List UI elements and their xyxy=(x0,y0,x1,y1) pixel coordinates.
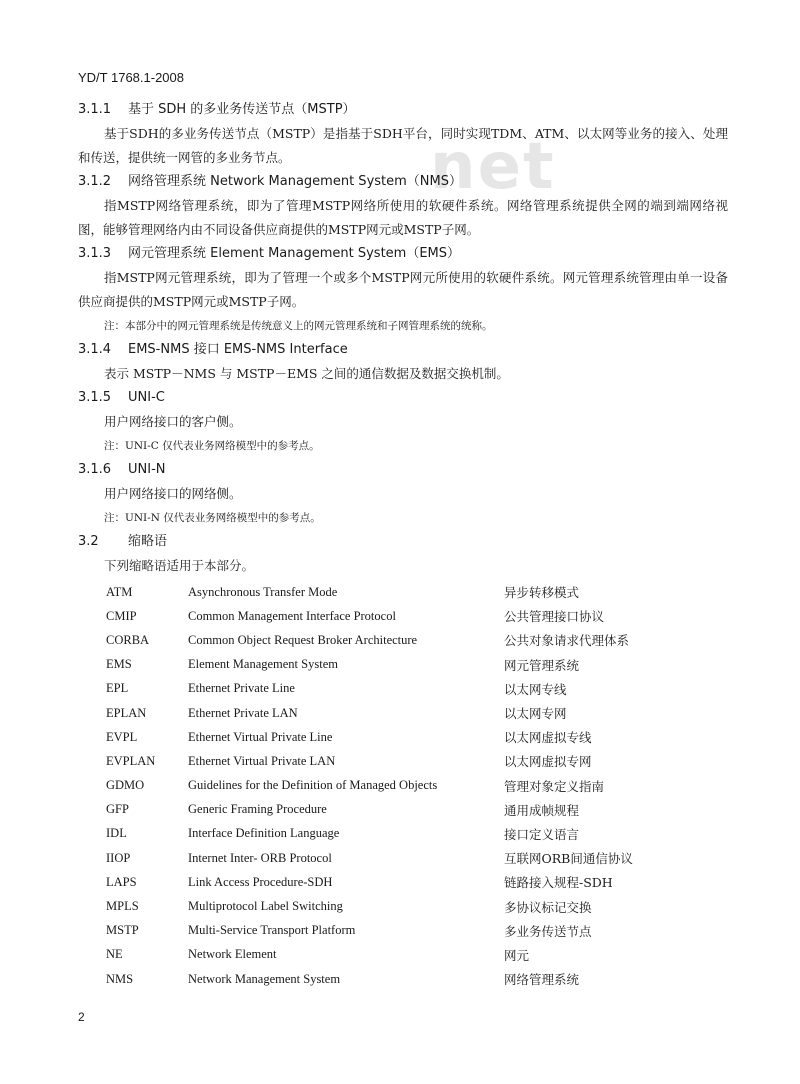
paragraph: 下列缩略语适用于本部分。 xyxy=(104,558,255,573)
full-term-cell: Network Element xyxy=(188,947,277,962)
full-term-cell: Multiprotocol Label Switching xyxy=(188,899,343,914)
section-heading xyxy=(78,530,728,554)
section-title: 缩略语 xyxy=(128,534,168,549)
page-content xyxy=(78,98,728,991)
abbreviation-cell: EPL xyxy=(106,681,129,696)
chinese-term-cell: 公共管理接口协议 xyxy=(504,609,605,625)
page-number: 2 xyxy=(78,1010,85,1024)
note: 注：UNI-N 仅代表业务网络模型中的参考点。 xyxy=(104,512,321,524)
table-row xyxy=(106,628,684,652)
abbreviation-cell: EPLAN xyxy=(106,705,147,720)
paragraph: 用户网络接口的客户侧。 xyxy=(104,414,242,429)
abbreviation-cell: LAPS xyxy=(106,874,137,889)
note: 注：UNI-C 仅代表业务网络模型中的参考点。 xyxy=(104,440,320,452)
section-heading xyxy=(78,458,728,482)
abbreviation-cell: GDMO xyxy=(106,778,145,793)
section-number: 3.1.5 xyxy=(78,390,112,405)
table-row xyxy=(106,701,684,725)
abbreviation-cell: MSTP xyxy=(106,923,139,938)
table-row xyxy=(106,919,684,943)
table-row xyxy=(106,774,684,798)
table-row xyxy=(106,846,684,870)
section-heading xyxy=(78,170,728,194)
table-row xyxy=(106,822,684,846)
note: 注：本部分中的网元管理系统是传统意义上的网元管理系统和子网管理系统的统称。 xyxy=(104,320,493,332)
table-row xyxy=(106,580,684,604)
abbreviations-table xyxy=(106,580,684,991)
abbreviation-cell: GFP xyxy=(106,802,129,817)
section-number: 3.1.2 xyxy=(78,174,112,189)
chinese-term-cell: 多业务传送节点 xyxy=(504,923,592,939)
paragraph: 表示 MSTP－NMS 与 MSTP－EMS 之间的通信数据及数据交换机制。 xyxy=(104,366,509,381)
abbreviation-cell: IIOP xyxy=(106,850,131,865)
abbreviation-cell: CORBA xyxy=(106,632,150,647)
paragraph: 指MSTP网络管理系统，即为了管理MSTP网络所使用的软硬件系统。网络管理系统提供全网的端到端网络视图，能够管理网络内由不同设备供应商提供的MSTP网元或MSTP子网。 xyxy=(78,198,728,237)
abbreviation-cell: EVPL xyxy=(106,729,138,744)
chinese-term-cell: 以太网专线 xyxy=(504,681,567,697)
abbreviation-cell: NE xyxy=(106,947,123,962)
chinese-term-cell: 以太网虚拟专网 xyxy=(504,754,592,770)
table-row xyxy=(106,798,684,822)
full-term-cell: Common Management Interface Protocol xyxy=(188,608,396,623)
section-heading xyxy=(78,386,728,410)
abbreviation-cell: MPLS xyxy=(106,899,139,914)
chinese-term-cell: 以太网专网 xyxy=(504,706,567,722)
section-title: UNI-C xyxy=(128,390,165,405)
full-term-cell: Ethernet Private Line xyxy=(188,681,295,696)
table-row xyxy=(106,943,684,967)
table-row xyxy=(106,749,684,773)
section-title: 基于 SDH 的多业务传送节点（MSTP） xyxy=(128,102,356,117)
paragraph: 基于SDH的多业务传送节点（MSTP）是指基于SDH平台，同时实现TDM、ATM、以太网等业务的接入、处理和传送，提供统一网管的多业务节点。 xyxy=(78,126,728,165)
full-term-cell: Ethernet Virtual Private LAN xyxy=(188,753,336,768)
full-term-cell: Ethernet Private LAN xyxy=(188,705,298,720)
chinese-term-cell: 网络管理系统 xyxy=(504,972,580,988)
section-number: 3.1.1 xyxy=(78,102,112,117)
table-row xyxy=(106,653,684,677)
standard-number: YD/T 1768.1-2008 xyxy=(78,70,184,85)
full-term-cell: Generic Framing Procedure xyxy=(188,802,327,817)
section-heading xyxy=(78,338,728,362)
section-number: 3.1.4 xyxy=(78,342,112,357)
full-term-cell: Asynchronous Transfer Mode xyxy=(188,584,338,599)
section-heading xyxy=(78,242,728,266)
section-title: 网元管理系统 Element Management System（EMS） xyxy=(128,246,461,261)
table-row xyxy=(106,677,684,701)
full-term-cell: Element Management System xyxy=(188,657,338,672)
abbreviation-cell: IDL xyxy=(106,826,127,841)
chinese-term-cell: 通用成帧规程 xyxy=(504,802,580,818)
full-term-cell: Network Management System xyxy=(188,971,341,986)
table-row xyxy=(106,870,684,894)
abbreviation-cell: NMS xyxy=(106,971,134,986)
paragraph: 用户网络接口的网络侧。 xyxy=(104,486,242,501)
chinese-term-cell: 链路接入规程-SDH xyxy=(504,875,613,891)
full-term-cell: Internet Inter- ORB Protocol xyxy=(188,850,332,865)
section-number: 3.1.6 xyxy=(78,462,112,477)
section-title: EMS-NMS 接口 EMS-NMS Interface xyxy=(128,342,348,357)
chinese-term-cell: 管理对象定义指南 xyxy=(504,778,605,794)
abbreviation-cell: ATM xyxy=(106,584,133,599)
abbreviation-cell: CMIP xyxy=(106,608,137,623)
paragraph: 指MSTP网元管理系统，即为了管理一个或多个MSTP网元所使用的软硬件系统。网元管理系统管理由单一设备供应商提供的MSTP网元或MSTP子网。 xyxy=(78,270,728,309)
watermark: net xyxy=(430,130,556,204)
table-row xyxy=(106,725,684,749)
chinese-term-cell: 网元管理系统 xyxy=(504,657,580,673)
full-term-cell: Multi-Service Transport Platform xyxy=(188,923,356,938)
chinese-term-cell: 互联网ORB间通信协议 xyxy=(504,851,633,867)
section-title: 网络管理系统 Network Management System（NMS） xyxy=(128,174,462,189)
chinese-term-cell: 公共对象请求代理体系 xyxy=(504,633,630,649)
chinese-term-cell: 接口定义语言 xyxy=(504,826,580,842)
table-row xyxy=(106,967,684,991)
full-term-cell: Ethernet Virtual Private Line xyxy=(188,729,333,744)
table-row xyxy=(106,604,684,628)
chinese-term-cell: 以太网虚拟专线 xyxy=(504,730,592,746)
abbreviations-table-body xyxy=(106,580,684,991)
section-heading xyxy=(78,98,728,122)
abbreviation-cell: EVPLAN xyxy=(106,753,156,768)
full-term-cell: Link Access Procedure-SDH xyxy=(188,874,333,889)
table-row xyxy=(106,894,684,918)
chinese-term-cell: 多协议标记交换 xyxy=(504,899,592,915)
full-term-cell: Guidelines for the Definition of Managed Objects xyxy=(188,778,438,793)
section-number: 3.2 xyxy=(78,534,99,549)
full-term-cell: Interface Definition Language xyxy=(188,826,340,841)
section-title: UNI-N xyxy=(128,462,166,477)
chinese-term-cell: 网元 xyxy=(504,947,530,963)
chinese-term-cell: 异步转移模式 xyxy=(504,585,580,601)
abbreviation-cell: EMS xyxy=(106,657,132,672)
section-number: 3.1.3 xyxy=(78,246,112,261)
full-term-cell: Common Object Request Broker Architecture xyxy=(188,632,418,647)
